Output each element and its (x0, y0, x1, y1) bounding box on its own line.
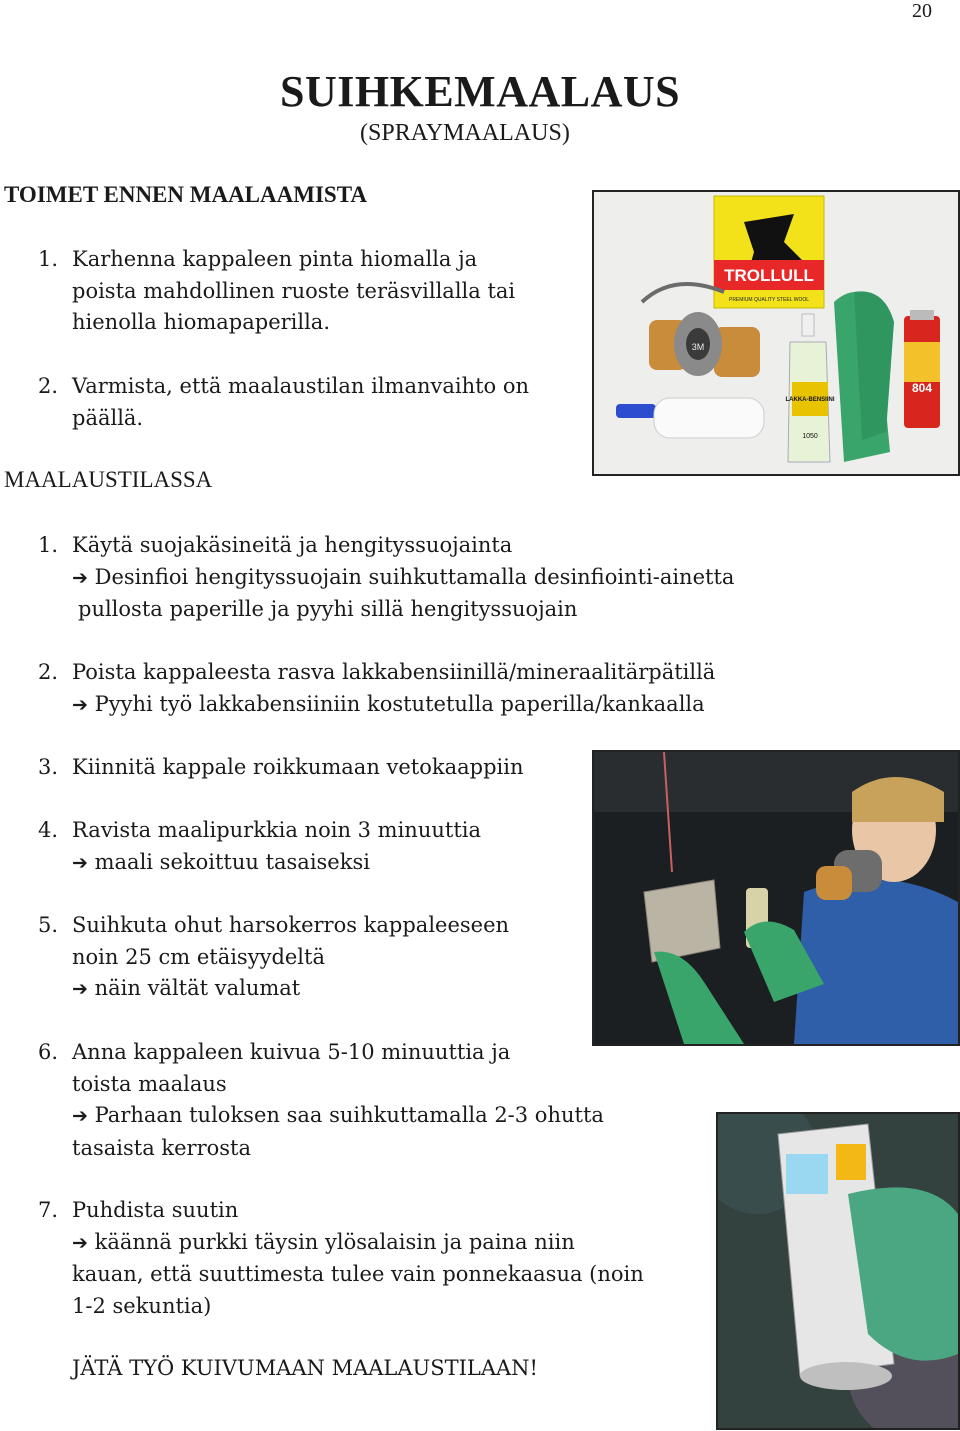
item-text: Ravista maalipurkkia noin 3 minuuttia (72, 818, 481, 842)
item-arrow-text: Desinfioi hengityssuojain suihkuttamalla desinfiointi-ainetta (94, 564, 735, 589)
item-text: pullosta paperille ja pyyhi sillä hengityssuojain (78, 597, 578, 622)
room-item-5 (0, 910, 509, 1006)
worker-shirt (794, 879, 958, 1044)
supplies-photo (592, 190, 960, 476)
metal-plate (644, 880, 720, 962)
mask-label: 3M (691, 342, 705, 352)
page-subtitle: (SPRAYMAALAUS) (360, 120, 570, 146)
room-item-3 (0, 752, 524, 784)
room-item-4 (0, 815, 481, 879)
green-gloves (834, 291, 894, 462)
item-arrow-text: Parhaan tuloksen saa suihkuttamalla 2-3 ohutta (94, 1103, 604, 1128)
item-number: 6. (38, 1040, 59, 1064)
can-bottom (800, 1362, 892, 1390)
item-number: 3. (38, 755, 59, 779)
page-number: 20 (912, 0, 932, 22)
steel-wool-box (714, 196, 824, 308)
mask-filter (816, 866, 852, 900)
trollull-sub-label: PREMIUM QUALITY STEEL WOOL (728, 297, 810, 303)
item-number: 4. (38, 818, 59, 842)
spray-can (904, 310, 940, 428)
item-text: Kiinnitä kappale roikkumaan vetokaappiin (72, 755, 524, 779)
nozzle-cleaning-photo (716, 1112, 960, 1430)
item-text: noin 25 cm etäisyydeltä (72, 944, 325, 969)
item-text: tasaista kerrosta (72, 1135, 251, 1160)
item-arrow-text: käännä purkki täysin ylösalaisin ja paina niin (94, 1229, 575, 1254)
item-text: kauan, että suuttimesta tulee vain ponnekaasua (noin (72, 1262, 644, 1287)
arrow-icon: ➔ (72, 978, 88, 1001)
arrow-icon: ➔ (72, 566, 88, 589)
item-text: Poista kappaleesta rasva lakkabensiinillä/mineraalitärpätillä (72, 660, 716, 684)
can-label: 804 (911, 381, 933, 395)
item-text: päällä. (72, 405, 144, 430)
before-item-1 (0, 244, 580, 339)
item-text: toista maalaus (72, 1071, 227, 1096)
page-title: SUIHKEMAALAUS (280, 67, 681, 116)
can-color-chart (786, 1154, 828, 1194)
item-text: Varmista, että maalaustilan ilmanvaihto on (72, 374, 530, 398)
item-text: 1-2 sekuntia) (72, 1293, 212, 1318)
before-item-2 (0, 371, 580, 434)
item-text: Puhdista suutin (72, 1198, 239, 1222)
item-text: hienolla hiomapaperilla. (72, 310, 330, 335)
arrow-icon: ➔ (72, 1231, 88, 1254)
item-number: 1. (38, 533, 59, 557)
section-heading-in-room: MAALAUSTILASSA (4, 467, 213, 492)
item-text: Karhenna kappaleen pinta hiomalla ja (72, 247, 478, 271)
final-note: JÄTÄ TYÖ KUIVUMAAN MAALAUSTILAAN! (72, 1356, 538, 1380)
item-text: Anna kappaleen kuivua 5-10 minuuttia ja (72, 1040, 511, 1064)
hazard-symbol (836, 1144, 866, 1180)
item-text: Suihkuta ohut harsokerros kappaleeseen (72, 913, 510, 937)
item-text: poista mahdollinen ruoste teräsvillalla tai (72, 278, 516, 303)
item-number: 2. (38, 374, 59, 398)
arrow-icon: ➔ (72, 851, 88, 874)
item-arrow-text: näin vältät valumat (94, 976, 301, 1001)
bottle-number: 1050 (802, 433, 818, 440)
room-item-1 (0, 530, 734, 626)
item-number: 7. (38, 1198, 59, 1222)
item-number: 2. (38, 660, 59, 684)
item-text: Käytä suojakäsineitä ja hengityssuojainta (72, 533, 513, 557)
arrow-icon: ➔ (72, 1105, 88, 1128)
spray-painting-photo (592, 750, 960, 1046)
room-item-7 (0, 1195, 644, 1322)
item-number: 1. (38, 247, 59, 271)
room-item-2 (0, 657, 715, 721)
item-arrow-text: Pyyhi työ lakkabensiiniin kostutetulla paperilla/kankaalla (94, 691, 705, 716)
arrow-icon: ➔ (72, 693, 88, 716)
bottle-label: LAKKA-BENSIINI (785, 397, 835, 403)
section-heading-before: TOIMET ENNEN MAALAAMISTA (4, 182, 367, 207)
trollull-label: TROLLULL (724, 266, 814, 285)
item-arrow-text: maali sekoittuu tasaiseksi (94, 849, 370, 874)
room-item-6 (0, 1037, 604, 1164)
item-number: 5. (38, 913, 59, 937)
